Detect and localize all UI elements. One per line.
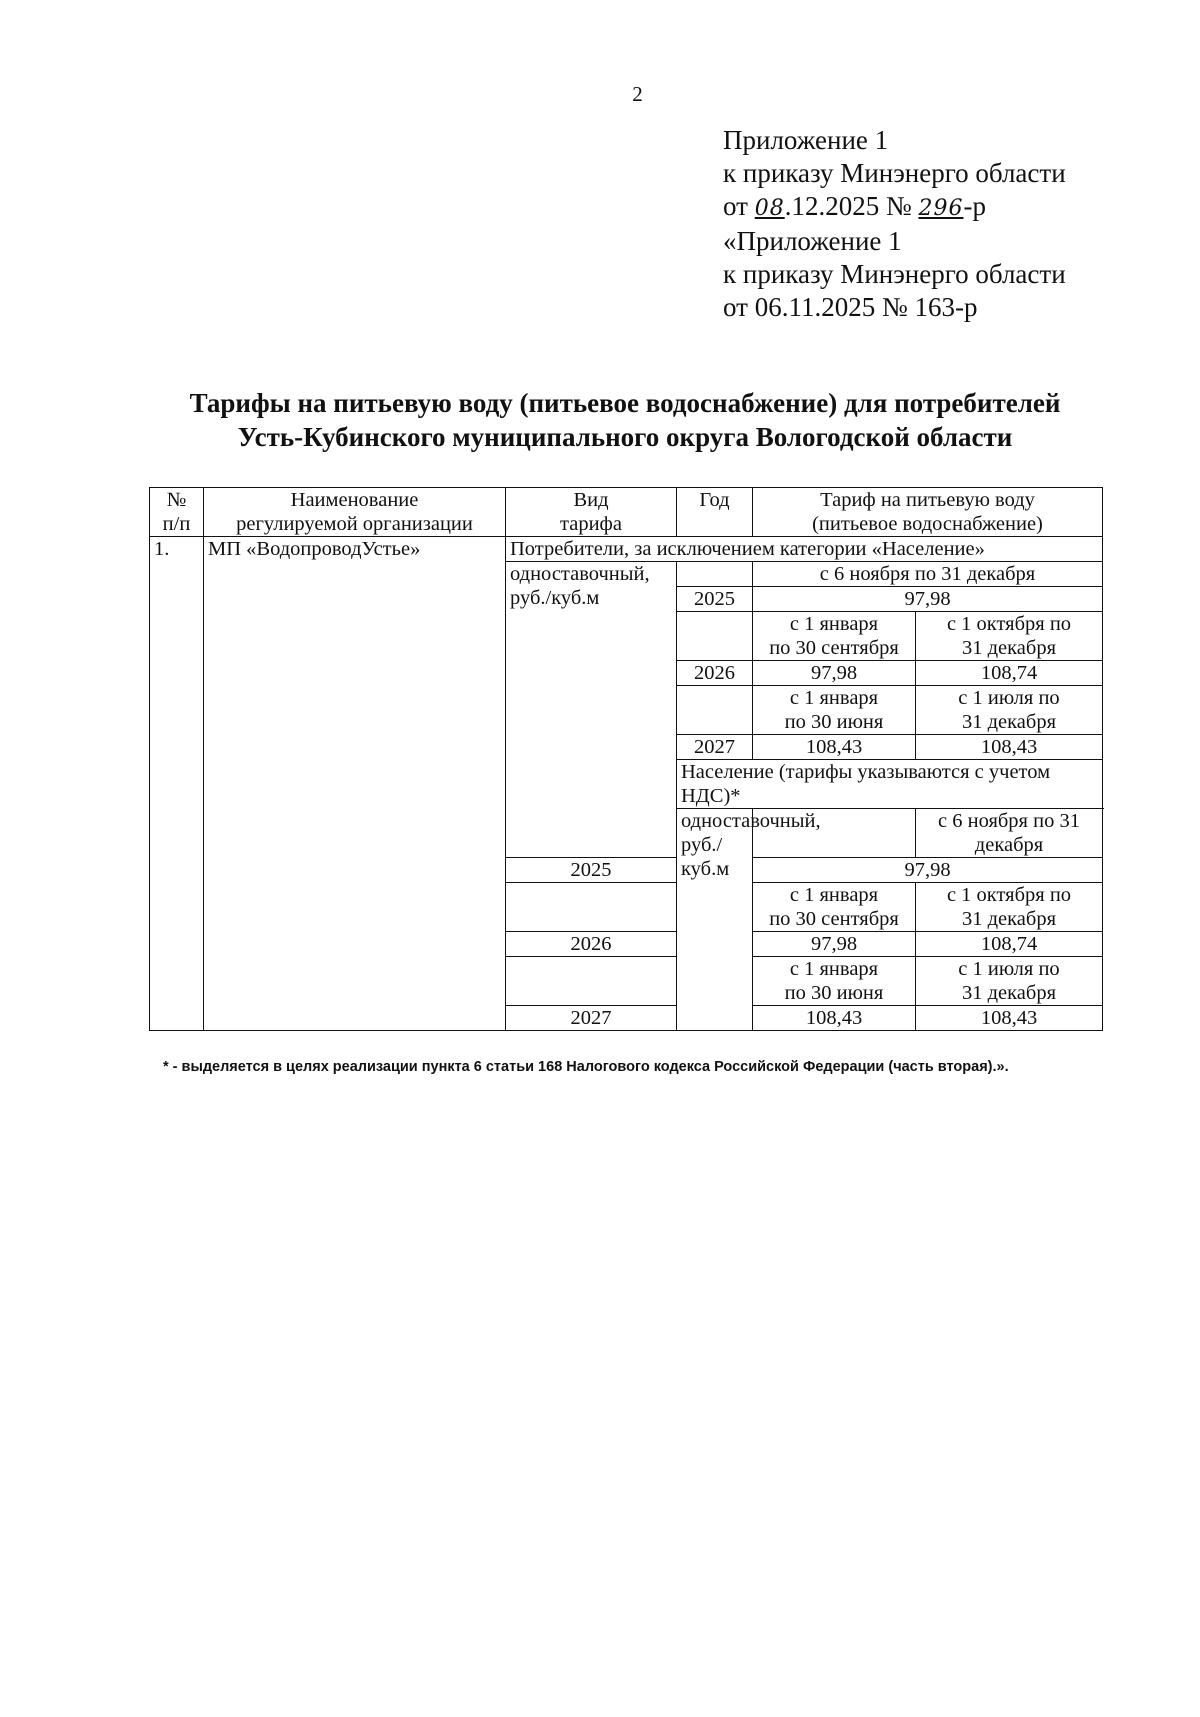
appendix-line-5: к приказу Минэнерго области <box>723 259 1066 289</box>
year-cell: 2027 <box>677 735 753 760</box>
header-organization: Наименование регулируемой организации <box>204 488 506 537</box>
year-cell-empty <box>677 686 753 735</box>
tariff-value: 97,98 <box>753 932 916 957</box>
row-number: 1. <box>150 537 204 1031</box>
appendix-line-1: Приложение 1 <box>723 125 889 155</box>
tariff-value: 97,98 <box>753 858 1103 883</box>
period-cell: с 1 июля по 31 декабря <box>916 957 1103 1006</box>
tariff-value: 97,98 <box>753 661 916 686</box>
tariff-value: 108,74 <box>916 932 1103 957</box>
tariff-value: 108,43 <box>916 1006 1103 1031</box>
tariff-value: 108,43 <box>916 735 1103 760</box>
period-cell: с 1 октября по 31 декабря <box>916 612 1103 661</box>
appendix-line-4: «Приложение 1 <box>723 226 902 256</box>
year-cell: 2027 <box>506 1006 677 1031</box>
appendix-line-2: к приказу Минэнерго области <box>723 158 1066 188</box>
section-title: Население (тарифы указываются с учетом НДС)* <box>677 760 1103 809</box>
year-cell: 2026 <box>506 932 677 957</box>
document-title <box>150 386 1100 454</box>
period-cell: с 1 июля по 31 декабря <box>916 686 1103 735</box>
period-cell: с 1 октября по 31 декабря <box>916 883 1103 932</box>
appendix-line-6: от 06.11.2025 № 163-р <box>723 292 978 322</box>
year-cell-empty <box>506 957 677 1006</box>
tariff-value: 97,98 <box>753 587 1103 612</box>
period-cell: с 1 января по 30 июня <box>753 686 916 735</box>
year-cell: 2025 <box>677 587 753 612</box>
appendix-date-prefix: от <box>723 191 755 221</box>
organization-name: МП «ВодопроводУстье» <box>204 537 506 1031</box>
period-cell: с 1 января по 30 сентября <box>753 612 916 661</box>
header-year: Год <box>677 488 753 537</box>
handwritten-order-number: 296 <box>918 196 964 221</box>
title-line-1: Тарифы на питьевую воду (питьевое водоснабжение) для потребителей <box>189 388 1061 418</box>
tariff-value: 108,43 <box>753 1006 916 1031</box>
period-cell: с 1 января по 30 сентября <box>753 883 916 932</box>
appendix-block <box>723 124 1066 324</box>
appendix-line-3 <box>723 190 1066 225</box>
page-number: 2 <box>632 82 643 106</box>
year-cell: 2026 <box>677 661 753 686</box>
tariff-value: 108,43 <box>753 735 916 760</box>
tariff-type: одноставочный, руб./куб.м <box>677 809 753 1031</box>
year-cell-empty <box>677 612 753 661</box>
section-title: Потребители, за исключением категории «Население» <box>506 537 1103 562</box>
year-cell-empty <box>677 562 753 587</box>
year-cell: 2025 <box>506 858 677 883</box>
header-number: № п/п <box>150 488 204 537</box>
tariff-table <box>149 487 1103 1031</box>
period-cell: с 1 января по 30 июня <box>753 957 916 1006</box>
year-cell-empty <box>506 883 677 932</box>
period-cell: с 6 ноября по 31 декабря <box>916 809 1103 858</box>
tariff-type: одноставочный, руб./куб.м <box>506 562 677 858</box>
table-row <box>150 537 1103 562</box>
footnote: * - выделяется в целях реализации пункта 6 статьи 168 Налогового кодекса Российской Федерации (часть вторая).». <box>163 1059 1009 1075</box>
handwritten-day: 08 <box>754 196 785 221</box>
tariff-value: 108,74 <box>916 661 1103 686</box>
header-tariff-type: Вид тарифа <box>506 488 677 537</box>
appendix-order-suffix: -р <box>963 191 986 221</box>
table-header-row <box>150 488 1103 537</box>
appendix-date-mid: .12.2025 № <box>784 191 919 221</box>
header-tariff-value: Тариф на питьевую воду (питьевое водоснабжение) <box>753 488 1103 537</box>
title-line-2: Усть-Кубинского муниципального округа Вологодской области <box>237 422 1013 452</box>
period-cell: с 6 ноября по 31 декабря <box>753 562 1103 587</box>
